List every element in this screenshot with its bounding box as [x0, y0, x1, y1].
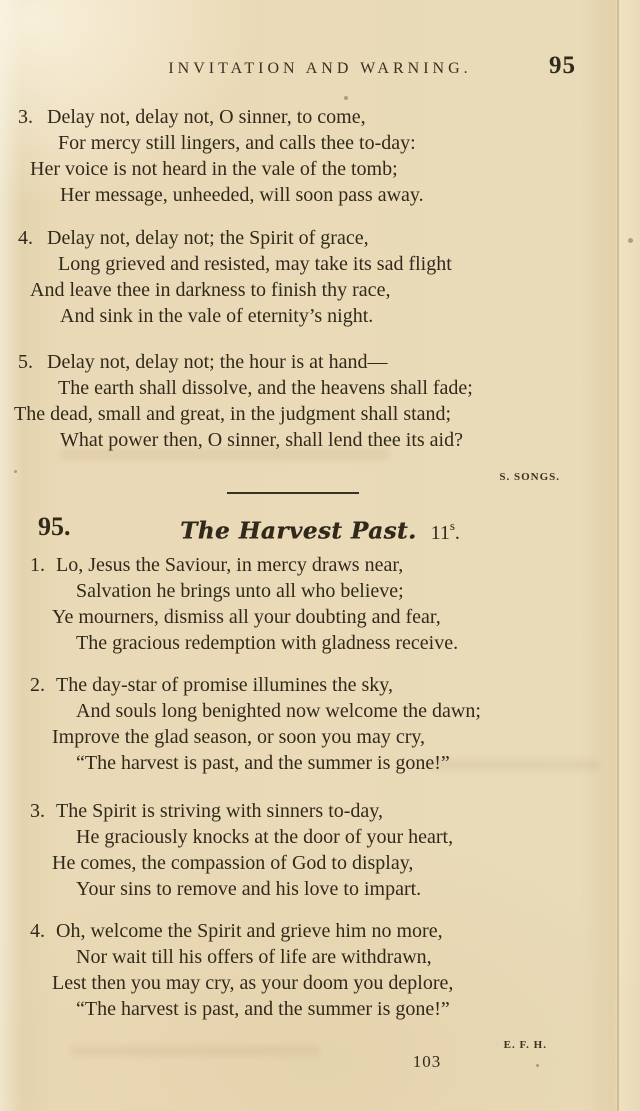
verse-line: The dead, small and great, in the judgment shall stand;	[14, 403, 452, 425]
verse-number: 4.	[30, 920, 45, 942]
verse-number: 3.	[30, 800, 45, 822]
verse-line-text: Delay not, delay not; the hour is at hand—	[47, 351, 388, 373]
verse-line-text: Delay not, delay not, O sinner, to come,	[47, 106, 366, 128]
verse-line: Salvation he brings unto all who believe;	[76, 580, 404, 602]
meter-period: .	[454, 521, 460, 544]
verse-line: Lest then you may cry, as your doom you deplore,	[52, 972, 454, 994]
paper-speck	[628, 238, 633, 243]
hymn-number: 95.	[38, 512, 71, 541]
paper-speck	[344, 96, 348, 100]
verse-line	[0, 918, 640, 944]
verse-line: Her message, unheeded, will soon pass away.	[60, 184, 424, 206]
verse-line	[0, 225, 640, 251]
verse-line	[0, 552, 640, 578]
verse-number: 1.	[30, 554, 45, 576]
verse-line: He graciously knocks at the door of your heart,	[76, 826, 454, 848]
verse-line: He comes, the compassion of God to display,	[52, 852, 414, 874]
verse-line: Her voice is not heard in the vale of the tomb;	[30, 158, 398, 180]
verse-line: The earth shall dissolve, and the heavens shall fade;	[58, 377, 473, 399]
verse-line: And leave thee in darkness to finish thy race,	[30, 279, 391, 301]
verse-line	[0, 104, 640, 130]
bleed-through-text	[430, 760, 600, 770]
verse-5	[0, 349, 640, 453]
meter-superscript: s	[449, 518, 455, 533]
bleed-through-text	[60, 448, 390, 460]
section-divider	[227, 492, 359, 494]
verse-4	[0, 225, 640, 329]
verse-line: And sink in the vale of eternity’s night.	[60, 305, 374, 327]
verse-line: Ye mourners, dismiss all your doubting and fear,	[52, 606, 441, 628]
verse-number: 4.	[18, 227, 33, 249]
verse-number: 3.	[18, 106, 33, 128]
verse-line: For mercy still lingers, and calls thee to-day:	[58, 132, 416, 154]
verse-line: Long grieved and resisted, may take its sad flight	[58, 253, 452, 275]
verse-1	[0, 552, 640, 656]
attribution-source: S. SONGS.	[499, 471, 560, 483]
verse-line: And souls long benighted now welcome the dawn;	[76, 700, 481, 722]
verse-line	[0, 349, 640, 375]
section-heading: INVITATION AND WARNING.	[168, 60, 472, 77]
hymn-title: The Harvest Past.	[180, 517, 417, 545]
verse-number: 2.	[30, 674, 45, 696]
verse-line-text: Lo, Jesus the Saviour, in mercy draws near,	[56, 554, 404, 576]
verse-4	[0, 918, 640, 1022]
verse-line: Improve the glad season, or soon you may cry,	[52, 726, 426, 748]
verse-line-text: The day-star of promise illumines the sky,	[56, 674, 393, 696]
verse-line	[0, 798, 640, 824]
verse-line: The gracious redemption with gladness receive.	[76, 632, 459, 654]
verse-3	[0, 798, 640, 902]
hymn-95	[0, 510, 640, 1052]
footer-page-number: 103	[412, 1052, 442, 1071]
verse-3	[0, 104, 640, 208]
verse-line	[0, 672, 640, 698]
verse-line-text: The Spirit is striving with sinners to-day,	[56, 800, 384, 822]
verse-line: What power then, O sinner, shall lend thee its aid?	[60, 429, 463, 451]
verse-line-text: Delay not, delay not; the Spirit of grace,	[47, 227, 369, 249]
page-header	[40, 52, 600, 82]
header-page-number: 95	[549, 52, 576, 79]
verse-line: Your sins to remove and his love to impart.	[76, 878, 422, 900]
verse-line: “The harvest is past, and the summer is gone!”	[76, 752, 450, 774]
verse-number: 5.	[18, 351, 33, 373]
attribution-author: E. F. H.	[503, 1039, 547, 1051]
hymn-meter	[430, 518, 460, 544]
paper-speck	[14, 470, 17, 473]
verse-line: Nor wait till his offers of life are withdrawn,	[76, 946, 432, 968]
verse-line-text: Oh, welcome the Spirit and grieve him no more,	[56, 920, 443, 942]
hymn-heading	[0, 510, 640, 544]
verse-line: “The harvest is past, and the summer is gone!”	[76, 998, 450, 1020]
hymn-continuation	[0, 104, 640, 484]
meter-number: 11	[430, 521, 450, 544]
